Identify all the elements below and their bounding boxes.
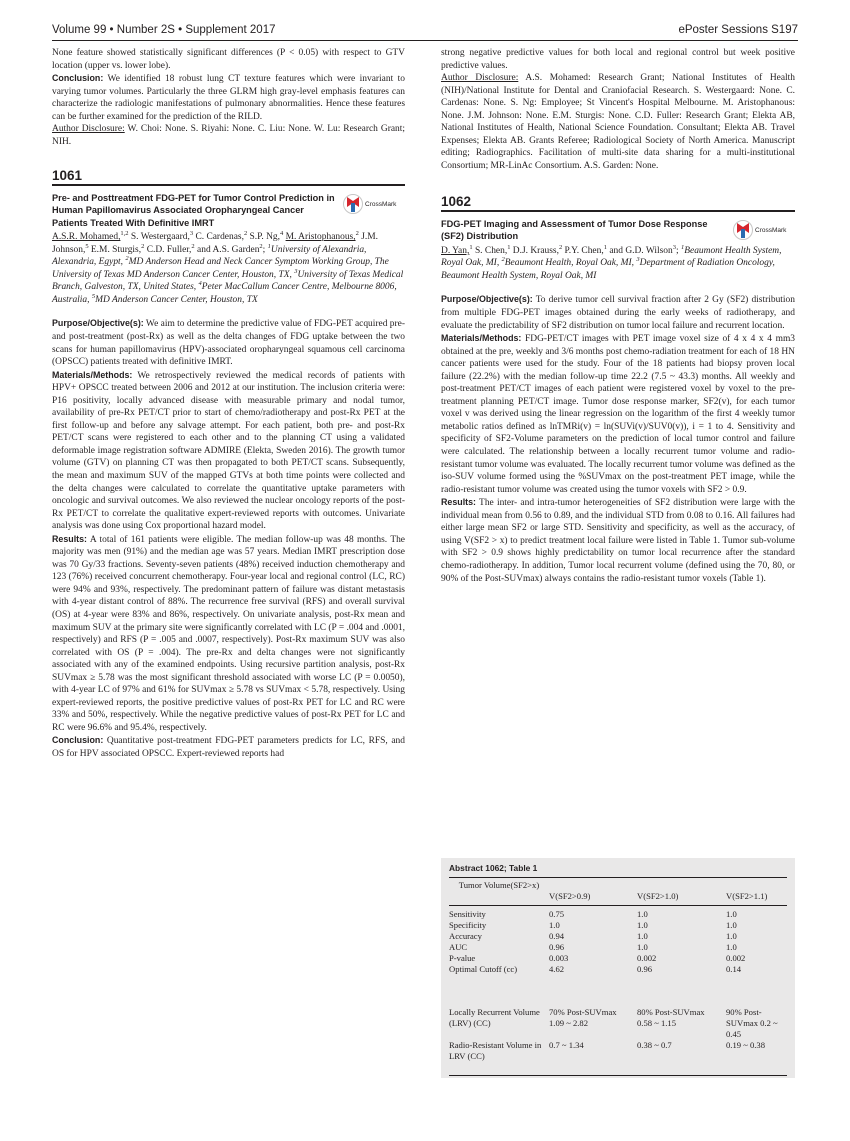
- table-header-cell: Tumor Volume(SF2>x): [458, 880, 540, 890]
- author-list: A.S.R. Mohamed,$^{1,2}$ S. Westergaard,$^3$ C. Cardenas,$^2$ S.P. Ng,$^4$ M. Aristophanous,$^2$ J.M. Johnson,$^5$ E.M. Sturgis,$^2$ C.D. Fuller,$^2$ and A.S. Garden$^2$; $^1$University of Alexandria, Alexandria, Egypt, $^2$MD Anderson Head and Neck Cancer Symptom Working Group, The University of Texas MD Anderson Cancer Center, Houston, TX, $^3$University of Texas Medical Branch, Galveston, TX, United States, $^4$Peter MacCallum Cancer Centre, Melbourne 8006, Australia, $^5$MD Anderson Cancer Center, Houston, TX: [52, 230, 404, 305]
- section-label: Results:: [441, 497, 477, 508]
- abstract-number: 1061: [52, 170, 405, 186]
- table-cell: 1.0: [637, 931, 648, 941]
- table-header-cell: V(SF2>1.1): [726, 891, 768, 901]
- crossmark-badge[interactable]: [733, 218, 795, 244]
- section-text: A.S. Mohamed: Research Grant; National Institutes of Health (NIH)/National Institute for Dental and Craniofacial Research. S. Westergaard: None. C. Cardenas: None. S. Ng: Employee; St Vincent's Hospital Melbourne. M. Aristophanous: None. J.M. Johnson: None. E.M. Sturgis: None. C.D. Fuller: Research Grant; Elekta AB, National Institutes of Health, National Science Foundation. Consultant; Elekta AB. Travel Expenses; Elekta AB. Grants Referee; Radiological Society of North America. Manuscript editing; Radiographics. Facilitation of multi-site data sharing for a multi-institutional Consortium; MR-LinAc Consortium. A.S. Garden: None.: [441, 73, 795, 171]
- table-caption: Abstract 1062; Table 1: [449, 863, 538, 873]
- crossmark-icon: [733, 218, 753, 242]
- table-cell: 1.0: [726, 909, 737, 919]
- section-text: To derive tumor cell survival fraction after 2 Gy (SF2) distribution from multiple FDG-PET images obtained during the early weeks of radiotherapy, and evaluate the predictability of SF2 distribution on tumor local failure and recurrent location.: [441, 295, 795, 331]
- section-label: Purpose/Objective(s):: [52, 318, 144, 329]
- table-cell: 1.0: [637, 920, 648, 930]
- conclusion-paragraph: [52, 734, 405, 760]
- abstract-title: FDG-PET Imaging and Assessment of Tumor Dose Response (SF2) Distribution: [441, 219, 708, 242]
- section-label: Conclusion:: [52, 73, 104, 84]
- section-label: Author Disclosure:: [52, 124, 125, 135]
- section-text: Quantitative post-treatment FDG-PET parameters predicts for LC, RFS, and OS for HPV associated OPSCC. Expert-reviewed reports had: [52, 736, 405, 760]
- table-cell: 0.003: [549, 953, 569, 963]
- table-cell: 90% Post-SUVmax 0.2 ~ 0.45: [726, 1007, 778, 1039]
- left-column: [52, 47, 405, 761]
- intro-paragraph: strong negative predictive values for both local and regional control but week positive predictive values.: [441, 48, 795, 71]
- table-cell: 1.0: [726, 931, 737, 941]
- page-label: ePoster Sessions S197: [678, 24, 798, 36]
- crossmark-icon: [343, 192, 363, 216]
- section-label: Materials/Methods:: [52, 369, 133, 380]
- table-cell: 70% Post-SUVmax 1.09 ~ 2.82: [549, 1007, 617, 1028]
- table-cell: 80% Post-SUVmax 0.58 ~ 1.15: [637, 1007, 705, 1028]
- section-label: Author Disclosure:: [441, 73, 519, 84]
- purpose-paragraph: [52, 317, 405, 368]
- table-row-label: Optimal Cutoff (cc): [449, 964, 518, 974]
- section-text: FDG-PET/CT images with PET image voxel size of 4 x 4 x 4 mm3 obtained at the pre, weekly and 3/6 months post chemo-radiation treatment for each of 18 HN cancer patients were used for the study. Four of the 18 patients had biopsy proven local failure (22.2%) with the median follow-up time 22.2 (7.5 ~ 43.3) months. All weekly and post-treatment PET/CT images of each patient were registered voxel by voxel to the pre-treatment planning PET/CT image. Tumor dose response marker, SF2(v), for each tumor voxel v was derived using the linear regression on the logarithm of the first 4 weekly tumor metabolic ratios defined as lnTMRi(v) = ln(SUVi(v)/SUV0(v)), i = 1 to 4. Sensitivity and specificity of SF2-Volume parameters on the prediction of local tumor control and failure were calculated. The relationship between a locally recurrent tumor volume and radio-resistant tumor volume was evaluated. The locally recurrent tumor volume was defined as the iso-SUV volume formed using the %SUVmax on the post-treatment PET image, while the radio-resistant tumor volume was created using the tumor voxels with SF2 > 0.9.: [441, 334, 795, 495]
- table-cell: 1.0: [637, 909, 648, 919]
- table-cell: 0.14: [726, 964, 742, 974]
- abstract-title: Pre- and Posttreatment FDG-PET for Tumor Control Prediction in Human Papillomavirus Associated Oropharyngeal Cancer Patients Treated With Definitive IMRT: [52, 192, 335, 228]
- table-cell: 1.0: [637, 942, 648, 952]
- table-row-label: AUC: [449, 942, 468, 952]
- table-cell: 4.62: [549, 964, 565, 974]
- table-header-cell: V(SF2>1.0): [637, 891, 679, 901]
- journal-issue: Volume 99 • Number 2S • Supplement 2017: [52, 24, 276, 36]
- table-cell: 1.0: [549, 920, 560, 930]
- abstract-number: 1062: [441, 196, 795, 212]
- section-label: Materials/Methods:: [441, 333, 522, 344]
- section-label: Conclusion:: [52, 735, 104, 746]
- table-row-label: Specificity: [449, 920, 487, 930]
- table-row-label: Sensitivity: [449, 909, 486, 919]
- methods-paragraph: [441, 332, 795, 496]
- header-rule: [52, 40, 798, 41]
- table-cell: 0.96: [637, 964, 653, 974]
- table-cell: 0.96: [549, 942, 565, 952]
- table-rule: [449, 1075, 787, 1076]
- table-row-label: Accuracy: [449, 931, 482, 941]
- table-row-label: Radio-Resistant Volume in LRV (CC): [449, 1040, 542, 1061]
- author-list: D. Yan,$^1$ S. Chen,$^1$ D.J. Krauss,$^2$ P.Y. Chen,$^1$ and G.D. Wilson$^3$; $^1$Beaumont Health System, Royal Oak, MI, $^2$Beaumont Health, Royal Oak, MI, $^3$Department of Radiation Oncology, Beaumont Health System, Royal Oak, MI: [441, 243, 782, 281]
- right-column: [441, 47, 795, 585]
- crossmark-label: CrossMark: [755, 227, 787, 235]
- abstract-title-row: [52, 192, 405, 229]
- table-rule: [449, 877, 787, 878]
- table-cell: 1.0: [726, 942, 737, 952]
- table-row-label: P-value: [449, 953, 476, 963]
- results-table: [441, 858, 795, 1078]
- intro-paragraph: None feature showed statistically significant differences (P < 0.05) with respect to GTV location (upper vs. lower lobe).: [52, 48, 405, 71]
- table-cell: 1.0: [726, 920, 737, 930]
- table-cell: 0.002: [726, 953, 746, 963]
- table-cell: 0.38 ~ 0.7: [637, 1040, 672, 1050]
- table-rule: [449, 905, 787, 906]
- section-text: We retrospectively reviewed the medical records of patients with HPV+ OPSCC treated between 2006 and 2012 at our institution. The inclusion criteria were: P16 positivity, locally advanced disease with measurable primary and nodal tumor, availability of pre-Rx PET/CT prior to start of chemo/radiotherapy and post-Rx PET at the first follow-up and before any salvage attempt. For each patient, both pre- and post-Rx PET/CT scans were registered to each other and to the planning CT using a validated deformable image registration software ADMIRE (Elekta, Sweden 2016). The growth tumor volume (GTV) on planning CT was then propagated to both PET/CT scans. Subsequently, the mean and maximum SUV of the mapped GTVs at both time points were collected and the delta changes were calculated to correlate the quantitative uptake parameters with oncologic and survival outcomes. We also reviewed the nuclear oncology reports of the post-Rx PET/CT to correlate the qualitative expert-reviewed reports with outcomes. Univariate analysis was done using Cox proportional hazard model.: [52, 370, 405, 532]
- crossmark-badge[interactable]: [343, 192, 405, 218]
- methods-paragraph: [52, 369, 405, 533]
- section-text: W. Choi: None. S. Riyahi: None. C. Liu: None. W. Lu: Research Grant; NIH.: [52, 124, 405, 147]
- section-text: We aim to determine the predictive value of FDG-PET acquired pre- and post-treatment (post-Rx) as well as the delta changes of FDG uptake between the two scans for human papillomavirus (HPV)-associated oropharyngeal squamous cell carcinoma (OPSCC) patients treated with definitive IMRT.: [52, 319, 405, 368]
- abstract-title-row: [441, 218, 795, 243]
- section-label: Results:: [52, 533, 88, 544]
- table-cell: 0.7 ~ 1.34: [549, 1040, 584, 1050]
- table-cell: 0.002: [637, 953, 657, 963]
- table-header-cell: V(SF2>0.9): [549, 891, 591, 901]
- table-row-label: Locally Recurrent Volume (LRV) (CC): [449, 1007, 540, 1028]
- conclusion-paragraph: [52, 72, 405, 123]
- section-text: The inter- and intra-tumor heterogeneities of SF2 distribution were large with the individual mean from 0.56 to 0.89, and the individual STD from 0.08 to 0.16. All failures had either large mean SF2 or large STD. Sensitivity and specificity, as well as the accuracy, of using V(SF2 > x) to predict treatment local failure were listed in Table 1. Tumor sub-volume with SF2 > 0.9 shows highly predictability on tumor local recurrence after the standard chemo-radiotherapy. In addition, Tumor local recurrent volume (defined using the 70, 80, or 90% of the Post-SUVmax) always contains the radio-resistant tumor voxels (Table 1).: [441, 498, 795, 584]
- crossmark-label: CrossMark: [365, 200, 397, 208]
- table-cell: 0.19 ~ 0.38: [726, 1040, 766, 1050]
- table-cell: 0.75: [549, 909, 565, 919]
- running-header: [52, 20, 798, 40]
- author-disclosure: [441, 72, 795, 172]
- author-disclosure: [52, 123, 405, 148]
- section-text: A total of 161 patients were eligible. The median follow-up was 48 months. The majority was men (91%) and the median age was 57 years. Median IMRT prescription dose was 70 Gy/33 fractions. Seventy-seven patients (48%) received induction chemotherapy and 123 (76%) received concurrent chemotherapy. Four-year local and regional control (LC, RC) were 94% and 93%, respectively. The predominant pattern of failure was distant metastasis with 4-year distant control of 88%. The recurrence free survival (RFS) and overall survival (OS) at 4-year were 83% and 86%, respectively. On univariate analysis, post-Rx mean and maximum SUV at the primary site were significantly correlated with LC (P = .004 and .0001, respectively) and RFS (P = .005 and .0007, respectively). Post-Rx maximum SUV was also correlated with OS (P = .004). The pre-Rx and delta changes were not significantly associated with any of the examined endpoints. Using recursive partition analysis, post-Rx SUVmax ≥ 5.78 was the most significant threshold associated with worse LC (P = 0.0050), with 4-year LC of 97% and 61% for SUVmax ≥ 5.78 vs SUVmax < 5.78, respectively. Using expert-reviewed reports, the positive predictive values of post-Rx PET for LC and RC were 33% and 50%, respectively. While the negative predictive values of post-Rx PET for LC and RC were 96.6% and 95.4%, respectively.: [52, 534, 405, 733]
- purpose-paragraph: [441, 293, 795, 332]
- section-text: We identified 18 robust lung CT texture features which were invariant to varying tumor volumes. Particularly the three GLRM high gray-level emphasis features can characterize the radiologic manifestations of pulmonary abnormalities. Hence these features can be further examined for the prediction of the RILD.: [52, 74, 405, 122]
- table-cell: 0.94: [549, 931, 565, 941]
- section-label: Purpose/Objective(s):: [441, 294, 533, 305]
- results-paragraph: [441, 496, 795, 585]
- results-paragraph: [52, 533, 405, 735]
